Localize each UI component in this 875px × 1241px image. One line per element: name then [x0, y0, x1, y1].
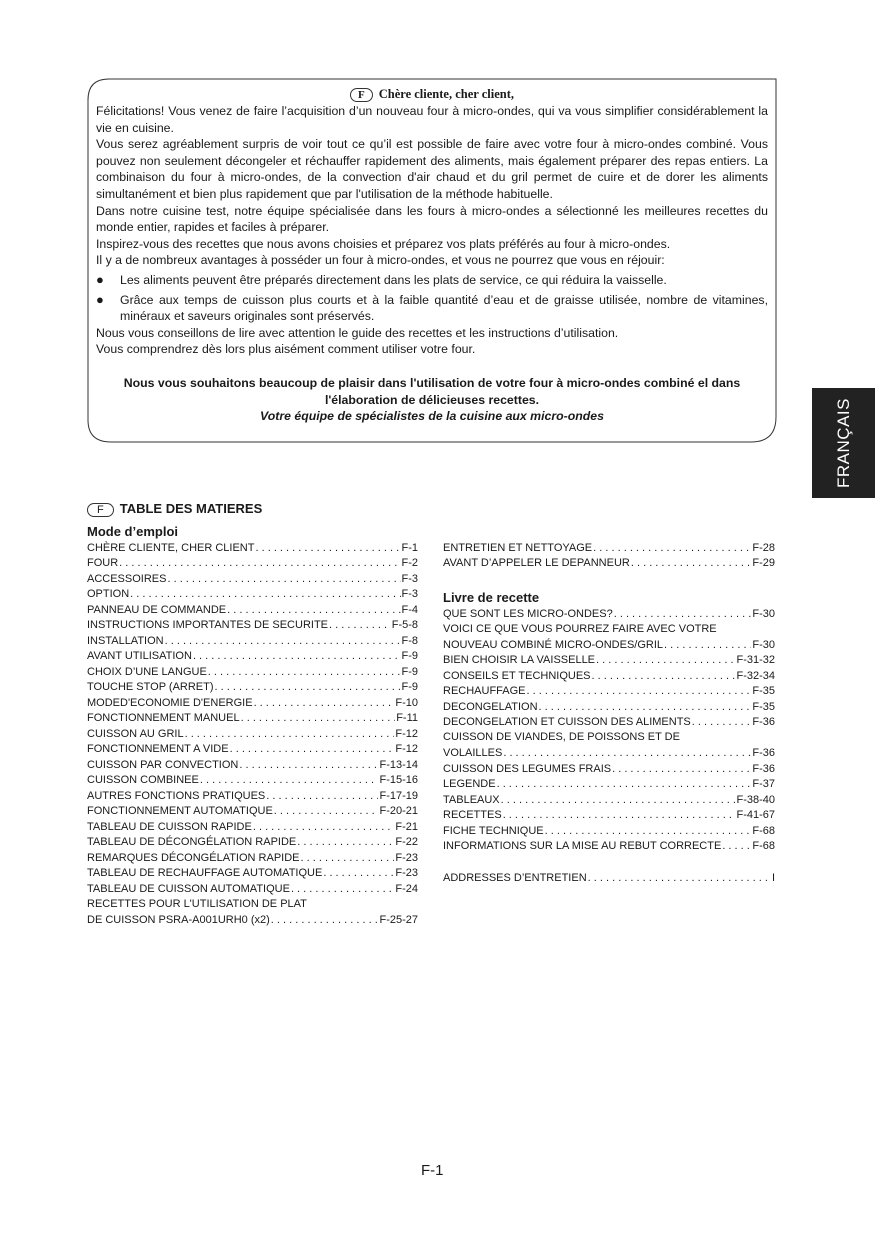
toc-entry: REMARQUES DÉCONGÉLATION RAPIDE . . . F-23 [87, 850, 418, 866]
toc-entry: DECONGELATION . . . F-35 [443, 699, 775, 715]
closing-message: Nous vous souhaitons beaucoup de plaisir dans l'utilisation de votre four à micro-ondes combiné el dans l'élaboration de délicieuses recettes. [123, 375, 741, 407]
toc-entry: PANNEAU DE COMMANDE . . . F-4 [87, 602, 418, 618]
mode-entries [87, 540, 418, 897]
intro-paragraph: Vous serez agréablement surpris de voir tout ce qu’il est possible de faire avec votre four à micro-ondes combiné. Vous pouvez non seulement décongeler et réchauffer rapidement des aliments, mais également préparer des repas entiers. La combinaison du four à micro-ondes, de la convection d'air chaud et du gril permet de cuire et de dorer les aliments simultanément et bien plus rapidement que par l'utilisation de la méthode habituelle. [96, 137, 768, 201]
bullet-item: ● Les aliments peuvent être préparés directement dans les plats de service, ce qui réduira la vaisselle. [96, 271, 667, 287]
welcome-box [87, 78, 777, 443]
toc-entry: CUISSON PAR CONVECTION . . . F-13-14 [87, 757, 418, 773]
greeting: Chère cliente, cher client, [378, 87, 514, 101]
toc-entry: VOLAILLES . . . F-36 [443, 746, 775, 762]
language-badge: F [350, 88, 373, 102]
toc-entry-continued: CUISSON DE VIANDES, DE POISSONS ET DE [443, 731, 680, 743]
toc-entry: LEGENDE . . . F-37 [443, 777, 775, 793]
toc-entry: CUISSON AU GRIL . . . F-12 [87, 726, 418, 742]
intro-paragraph: Dans notre cuisine test, notre équipe spécialisée dans les fours à micro-ondes a sélectionné les meilleures recettes du monde entier, rapides et faciles à préparer. [96, 203, 768, 235]
toc-entry: AVANT D’APPELER LE DEPANNEUR . . . F-29 [443, 556, 775, 572]
toc-entry: RECHAUFFAGE . . . F-35 [443, 684, 775, 700]
language-tab: FRANÇAIS [812, 388, 875, 498]
toc-entry: CUISSON DES LEGUMES FRAIS . . . F-36 [443, 761, 775, 777]
recipe-entries [443, 746, 775, 855]
toc-entry: INSTALLATION . . . F-8 [87, 633, 418, 649]
toc-entry: FONCTIONNEMENT A VIDE . . . F-12 [87, 742, 418, 758]
toc-entry-continued: VOICI CE QUE VOUS POURREZ FAIRE AVEC VOTRE [443, 622, 717, 635]
toc-entry: TOUCHE STOP (ARRET) . . . F-9 [87, 680, 418, 696]
toc-heading [87, 501, 262, 517]
toc-entry: FICHE TECHNIQUE . . . F-68 [443, 823, 775, 839]
intro-paragraph: Vous comprendrez dès lors plus aisément comment utiliser votre four. [96, 342, 476, 357]
welcome-text [96, 86, 768, 425]
intro-paragraph: Il y a de nombreux avantages à posséder un four à micro-ondes, et vous ne pourrez que vous en réjouir: [96, 253, 665, 268]
mode-section-title: Mode d’emploi [87, 524, 178, 539]
toc-entry: ACCESSOIRES . . . F-3 [87, 571, 418, 587]
toc-entry: TABLEAU DE DÉCONGÉLATION RAPIDE . . . F-22 [87, 835, 418, 851]
bullet-icon: ● [96, 271, 104, 287]
page-number: F-1 [421, 1162, 444, 1179]
toc-entry: INSTRUCTIONS IMPORTANTES DE SECURITE . . . F-5-8 [87, 618, 418, 634]
toc-entry: FOUR . . . F-2 [87, 556, 418, 572]
toc-entry: DE CUISSON PSRA-A001URH0 (x2) . . . F-25-27 [87, 912, 418, 928]
intro-paragraph: Félicitations! Vous venez de faire l’acquisition d’un nouveau four à micro-ondes, qui va vous simplifier considérablement la vie en cuisine. [96, 104, 768, 135]
toc-entry: CONSEILS ET TECHNIQUES . . . F-32-34 [443, 668, 775, 684]
toc-entry: AUTRES FONCTIONS PRATIQUES . . . F-17-19 [87, 788, 418, 804]
bullet-item: ● Grâce aux temps de cuisson plus courts et à la faible quantité d’eau et de graisse utilisée, nombre de vitamines, minéraux et saveurs originales sont préservés. [96, 291, 768, 324]
toc-left-column [87, 523, 418, 928]
toc-entry: ENTRETIEN ET NETTOYAGE . . . F-28 [443, 540, 775, 556]
signature: Votre équipe de spécialistes de la cuisine aux micro-ondes [260, 409, 604, 424]
toc-entry-continued: RECETTES POUR L'UTILISATION DE PLAT [87, 897, 307, 910]
bullet-icon: ● [96, 291, 104, 307]
maintenance-entries [443, 540, 775, 571]
toc-entry: TABLEAU DE RECHAUFFAGE AUTOMATIQUE . . . F-23 [87, 866, 418, 882]
toc-entry: TABLEAUX . . . F-38-40 [443, 792, 775, 808]
toc-entry: FONCTIONNEMENT MANUEL . . . F-11 [87, 711, 418, 727]
toc-entry: CUISSON COMBINEE . . . F-15-16 [87, 773, 418, 789]
toc-entry: NOUVEAU COMBINÉ MICRO-ONDES/GRIL . . . F-30 [443, 637, 775, 653]
intro-paragraph: Inspirez-vous des recettes que nous avons choisies et préparez vos plats préférés au four à micro-ondes. [96, 236, 671, 251]
toc-entry: OPTION . . . F-3 [87, 587, 418, 603]
recipe-section-title: Livre de recette [443, 590, 540, 605]
toc-entry: INFORMATIONS SUR LA MISE AU REBUT CORRECTE . . . F-68 [443, 839, 775, 855]
toc-right-column [443, 540, 775, 886]
intro-paragraph: Nous vous conseillons de lire avec attention le guide des recettes et les instructions d’utilisation. [96, 325, 619, 340]
toc-title: TABLE DES MATIERES [119, 501, 263, 516]
toc-entry: TABLEAU DE CUISSON RAPIDE . . . F-21 [87, 819, 418, 835]
recipe-entries [443, 637, 775, 730]
toc-entry: MODED'ECONOMIE D'ENERGIE . . . F-10 [87, 695, 418, 711]
recipe-entries [443, 606, 775, 622]
toc-entry: CHOIX D’UNE LANGUE . . . F-9 [87, 664, 418, 680]
toc-entry: TABLEAU DE CUISSON AUTOMATIQUE . . . F-24 [87, 881, 418, 897]
toc-entry: BIEN CHOISIR LA VAISSELLE . . . F-31-32 [443, 653, 775, 669]
toc-entry: FONCTIONNEMENT AUTOMATIQUE . . . F-20-21 [87, 804, 418, 820]
toc-entry: RECETTES . . . F-41-67 [443, 808, 775, 824]
greeting-row [96, 86, 768, 103]
toc-entry: CHÈRE CLIENTE, CHER CLIENT . . . F-1 [87, 540, 418, 556]
toc-entry: AVANT UTILISATION . . . F-9 [87, 649, 418, 665]
toc-language-badge: F [87, 503, 114, 517]
toc-entry: QUE SONT LES MICRO-ONDES? . . . F-30 [443, 606, 775, 622]
toc-entry: ADDRESSES D’ENTRETIEN . . . I [443, 870, 775, 886]
toc-entry: DECONGELATION ET CUISSON DES ALIMENTS . . . F-36 [443, 715, 775, 731]
